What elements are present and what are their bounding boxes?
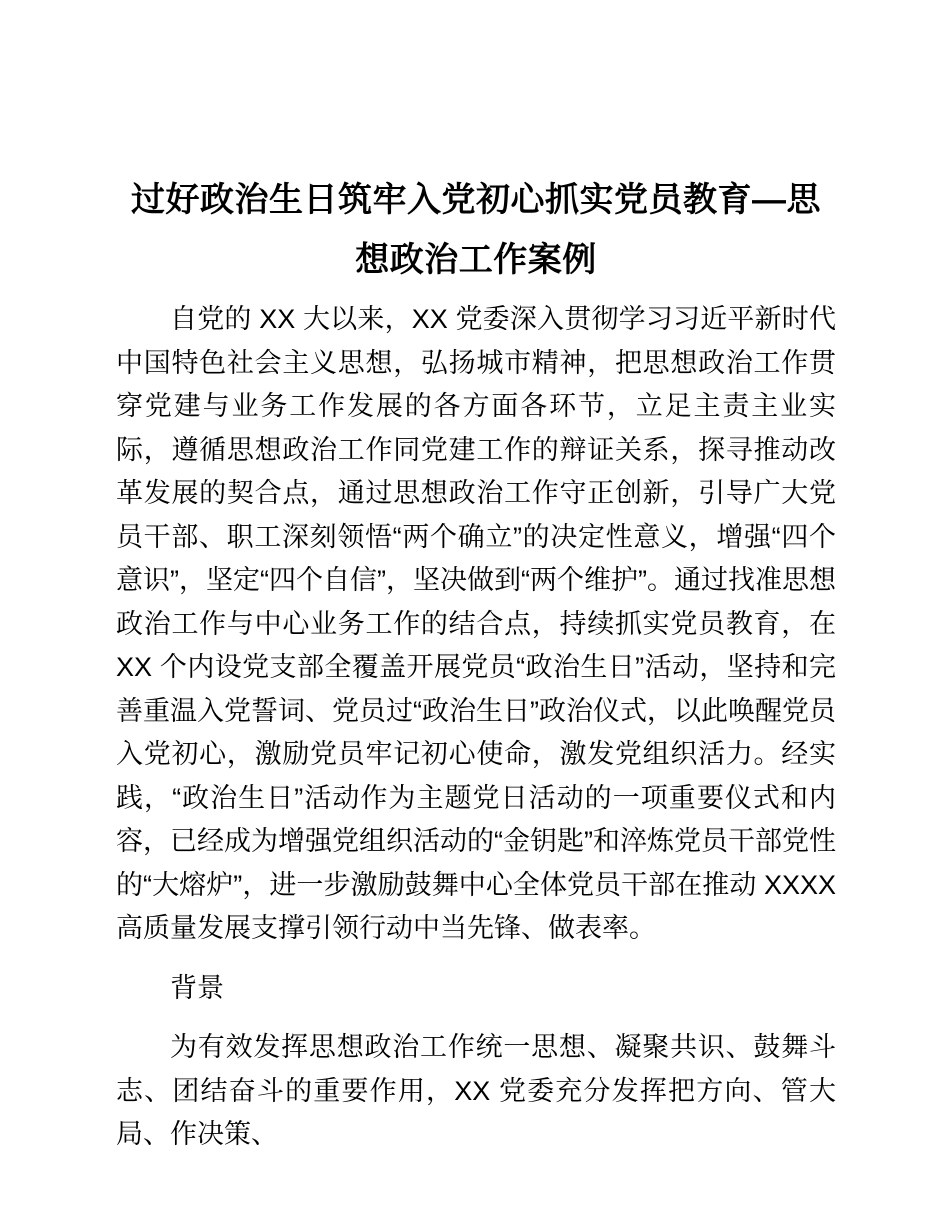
paragraph-intro: 自党的 XX 大以来，XX 党委深入贯彻学习习近平新时代中国特色社会主义思想，弘扬城市精神，把思想政治工作贯穿党建与业务工作发展的各方面各环节，立足主责主业实际，遵循思想政治工作同党建工作的辩证关系，探寻推动改革发展的契合点，通过思想政治工作守正创新，引导广大党员干部、职工深刻领悟“两个确立”的决定性意义，增强“四个意识”，坚定“四个自信”，坚决做到“两个维护”。通过找准思想政治工作与中心业务工作的结合点，持续抓实党员教育，在 XX 个内设党支部全覆盖开展党员“政治生日”活动，坚持和完善重温入党誓词、党员过“政治生日”政治仪式，以此唤醒党员入党初心，激励党员牢记初心使命，激发党组织活力。经实践，“政治生日”活动作为主题党日活动的一项重要仪式和内容，已经成为增强党组织活动的“金钥匙”和淬炼党员干部党性的“大熔炉”，进一步激励鼓舞中心全体党员干部在推动 XXXX 高质量发展支撑引领行动中当先锋、做表率。	[116, 304, 836, 943]
paragraph-background: 为有效发挥思想政治工作统一思想、凝聚共识、鼓舞斗志、团结奋斗的重要作用，XX 党委充分发挥把方向、管大局、作决策、	[116, 1032, 836, 1149]
document-title: 过好政治生日筑牢入党初心抓实党员教育—思想政治工作案例	[131, 181, 821, 279]
section-heading-background: 背景	[170, 972, 224, 1003]
document-body	[116, 298, 836, 1157]
